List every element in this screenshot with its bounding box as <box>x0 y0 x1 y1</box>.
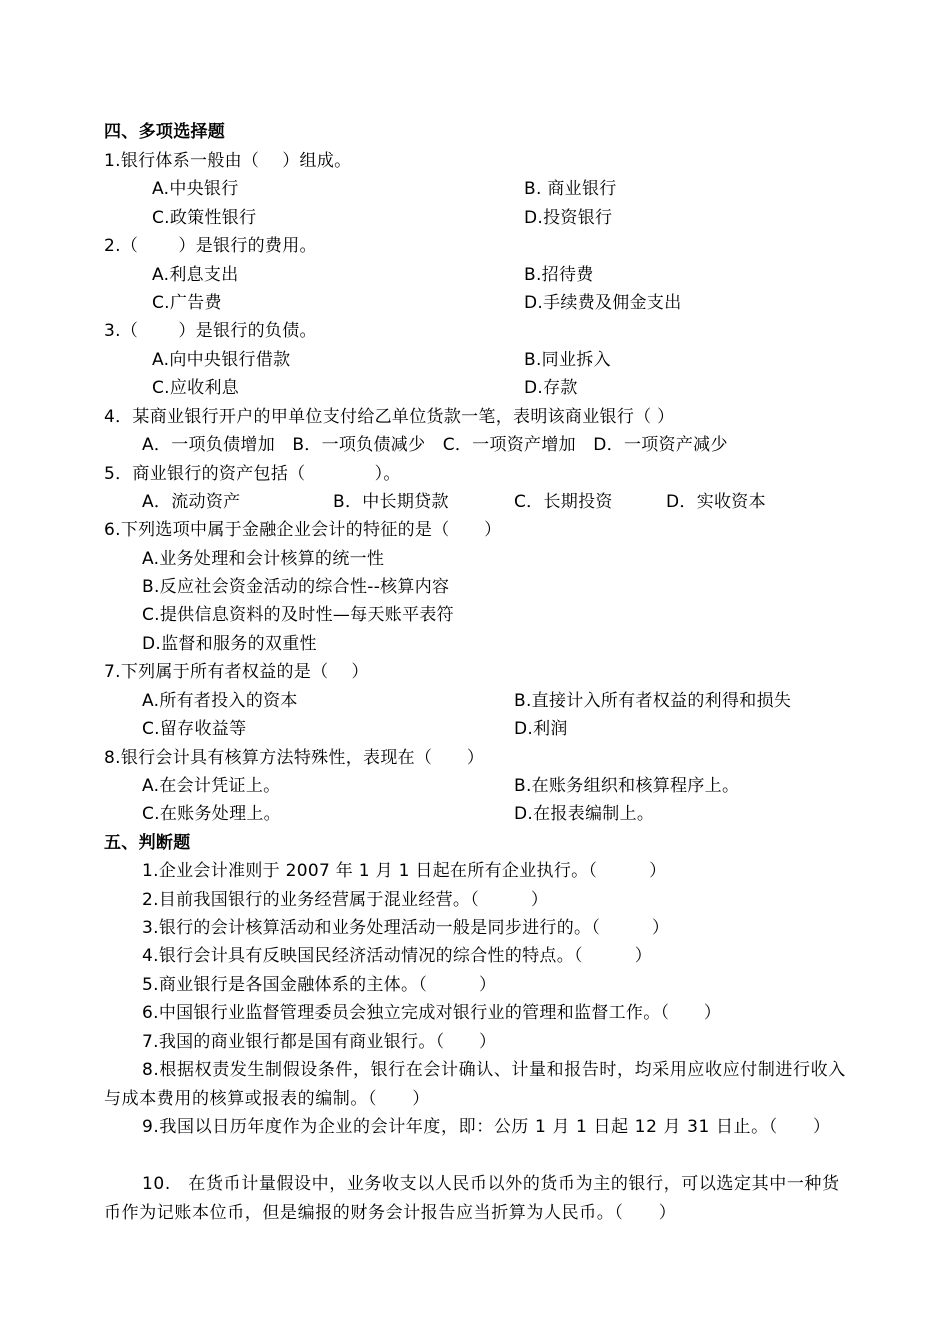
question-8-option-c: C.在账务处理上。 <box>142 804 281 824</box>
question-5-stem: 5．商业银行的资产包括（ ）。 <box>104 464 401 484</box>
question-8-stem: 8.银行会计具有核算方法特殊性，表现在（ ） <box>104 748 485 768</box>
question-1-option-d: D.投资银行 <box>524 208 613 228</box>
question-7-option-c: C.留存收益等 <box>142 719 247 739</box>
question-7-stem: 7.下列属于所有者权益的是（ ） <box>104 662 369 682</box>
question-6-option-d: D.监督和服务的双重性 <box>142 634 317 654</box>
question-2-option-d: D.手续费及佣金支出 <box>524 293 682 313</box>
question-6-option-c: C.提供信息资料的及时性—每天账平表符 <box>142 605 454 625</box>
question-2-stem: 2.（ ）是银行的费用。 <box>104 236 317 256</box>
question-3-option-d: D.存款 <box>524 378 578 398</box>
question-7-option-d: D.利润 <box>514 719 568 739</box>
section-4-title: 四、多项选择题 <box>104 122 226 142</box>
question-2-option-c: C.广告费 <box>152 293 222 313</box>
question-1-option-a: A.中央银行 <box>152 179 239 199</box>
question-5-option-d: D．实收资本 <box>666 492 766 512</box>
question-6-stem: 6.下列选项中属于金融企业会计的特征的是（ ） <box>104 520 502 540</box>
judgment-item: 3.银行的会计核算活动和业务处理活动一般是同步进行的。（ ） <box>142 918 670 938</box>
question-7-option-b: B.直接计入所有者权益的利得和损失 <box>514 691 792 711</box>
question-1-stem: 1.银行体系一般由（ ）组成。 <box>104 151 352 171</box>
question-1-option-b: B. 商业银行 <box>524 179 617 199</box>
question-5-option-c: C．长期投资 <box>514 492 613 512</box>
question-8-option-a: A.在会计凭证上。 <box>142 776 281 796</box>
question-4-stem: 4．某商业银行开户的甲单位支付给乙单位货款一笔，表明该商业银行（ ） <box>104 407 675 427</box>
question-8-option-b: B.在账务组织和核算程序上。 <box>514 776 740 796</box>
question-3-option-c: C.应收利息 <box>152 378 240 398</box>
section-5-title: 五、判断题 <box>104 833 191 853</box>
question-2-option-b: B.招待费 <box>524 265 594 285</box>
judgment-item: 7.我国的商业银行都是国有商业银行。（ ） <box>142 1032 497 1052</box>
judgment-item: 2.目前我国银行的业务经营属于混业经营。（ ） <box>142 890 549 910</box>
judgment-item: 4.银行会计具有反映国民经济活动情况的综合性的特点。（ ） <box>142 946 653 966</box>
question-5-option-a: A．流动资产 <box>142 492 241 512</box>
judgment-item: 1.企业会计准则于 2007 年 1 月 1 日起在所有企业执行。（ ） <box>142 861 667 881</box>
question-3-stem: 3.（ ）是银行的负债。 <box>104 321 317 341</box>
question-6-option-a: A.业务处理和会计核算的统一性 <box>142 549 385 569</box>
question-5-option-b: B．中长期贷款 <box>333 492 449 512</box>
judgment-item: 6.中国银行业监督管理委员会独立完成对银行业的管理和监督工作。（ ） <box>142 1003 722 1023</box>
question-3-option-b: B.同业拆入 <box>524 350 611 370</box>
judgment-item: 5.商业银行是各国金融体系的主体。（ ） <box>142 975 497 995</box>
judgment-item-8: 8.根据权责发生制假设条件，银行在会计确认、计量和报告时，均采用应收应付制进行收入与成本费用的核算或报表的编制。（ ） <box>104 1060 846 1109</box>
judgment-item-9: 9.我国以日历年度作为企业的会计年度，即：公历 1 月 1 日起 12 月 31 日止。（ ） <box>142 1117 831 1137</box>
question-3-option-a: A.向中央银行借款 <box>152 350 291 370</box>
question-8-option-d: D.在报表编制上。 <box>514 804 655 824</box>
question-1-option-c: C.政策性银行 <box>152 208 257 228</box>
question-6-option-b: B.反应社会资金活动的综合性--核算内容 <box>142 577 450 597</box>
judgment-item-10: 10. 在货币计量假设中，业务收支以人民币以外的货币为主的银行，可以选定其中一种货币作为记账本位币，但是编报的财务会计报告应当折算为人民币。（ ） <box>104 1174 840 1223</box>
question-7-option-a: A.所有者投入的资本 <box>142 691 298 711</box>
question-2-option-a: A.利息支出 <box>152 265 239 285</box>
question-4-options: A．一项负债增加 B．一项负债减少 C．一项资产增加 D．一项资产减少 <box>142 435 728 455</box>
